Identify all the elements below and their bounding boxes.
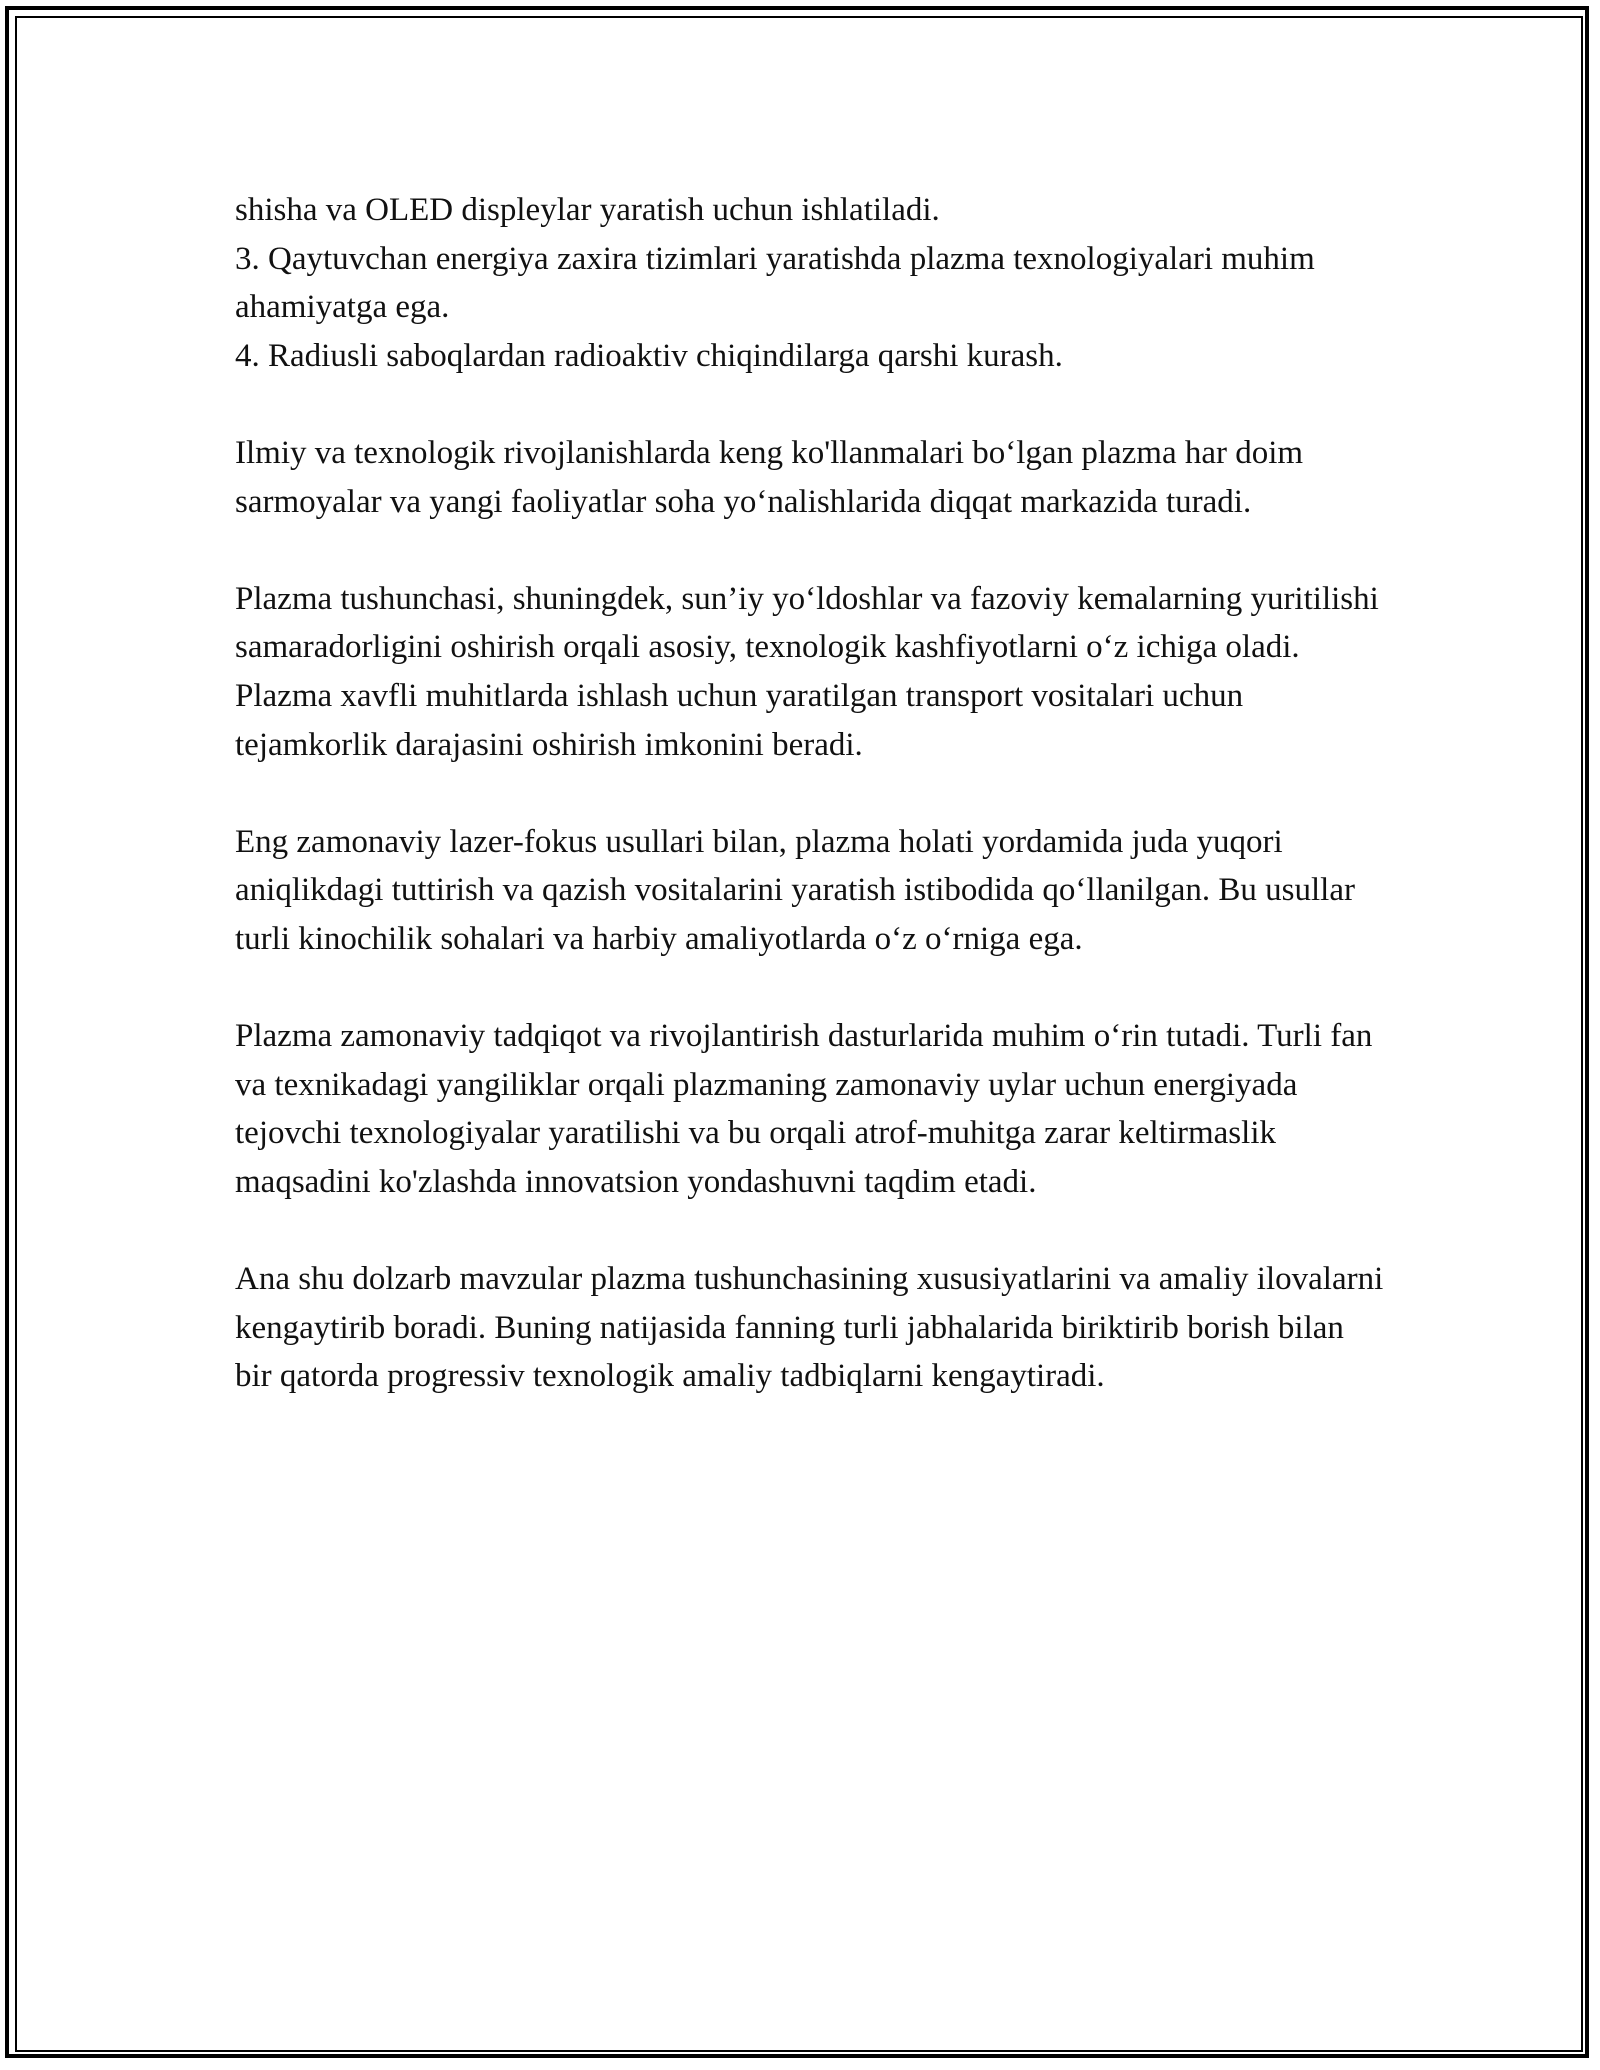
document-body (235, 186, 1385, 1449)
paragraph-text: Ana shu dolzarb mavzular plazma tushunchasining xususiyatlarini va amaliy ilovalarni kengaytirib boradi. Buning natijasida fanning turli jabhalarida biriktirib borish bilan bir qatorda progressiv texnologik amaliy tadbiqlarni kengaytiradi. (235, 1261, 1384, 1395)
list-item-4: 4. Radiusli saboqlardan radioaktiv chiqindilarga qarshi kurash. (235, 337, 1063, 374)
paragraph-2 (235, 575, 1385, 769)
paragraph-4 (235, 1012, 1385, 1206)
paragraph-1 (235, 429, 1385, 526)
paragraph-text: Eng zamonaviy lazer-fokus usullari bilan, plazma holati yordamida juda yuqori aniqlikdagi tuttirish va qazish vositalarini yaratish istibodida qo‘llanilgan. Bu usullar turli kinochilik sohalari va harbiy amaliyotlarda o‘z o‘rniga ega. (235, 823, 1355, 957)
paragraph-text: Ilmiy va texnologik rivojlanishlarda keng ko'llanmalari bo‘lgan plazma har doim sarmoyalar va yangi faoliyatlar soha yo‘nalishlarida diqqat markazida turadi. (235, 434, 1304, 520)
paragraph-5 (235, 1255, 1385, 1401)
list-block (235, 186, 1385, 380)
paragraph-text: Plazma zamonaviy tadqiqot va rivojlantirish dasturlarida muhim o‘rin tutadi. Turli fan va texnikadagi yangiliklar orqali plazmaning zamonaviy uylar uchun energiyada tejovchi texnologiyalar yaratilishi va bu orqali atrof-muhitga zarar keltirmaslik maqsadini ko'zlashda innovatsion yondashuvni taqdim etadi. (235, 1018, 1373, 1200)
paragraph-text: Plazma tushunchasi, shuningdek, sun’iy yo‘ldoshlar va fazoviy kemalarning yuritilishi samaradorligini oshirish orqali asosiy, texnologik kashfiyotlarni o‘z ichiga oladi. Plazma xavfli muhitlarda ishlash uchun yaratilgan transport vositalari uchun tejamkorlik darajasini oshirish imkonini beradi. (235, 580, 1379, 763)
list-item-3: 3. Qaytuvchan energiya zaxira tizimlari yaratishda plazma texnologiyalari muhim ahamiyatga ega. (235, 240, 1315, 326)
list-continuation-line: shisha va OLED displeylar yaratish uchun ishlatiladi. (235, 192, 940, 228)
paragraph-3 (235, 818, 1385, 964)
